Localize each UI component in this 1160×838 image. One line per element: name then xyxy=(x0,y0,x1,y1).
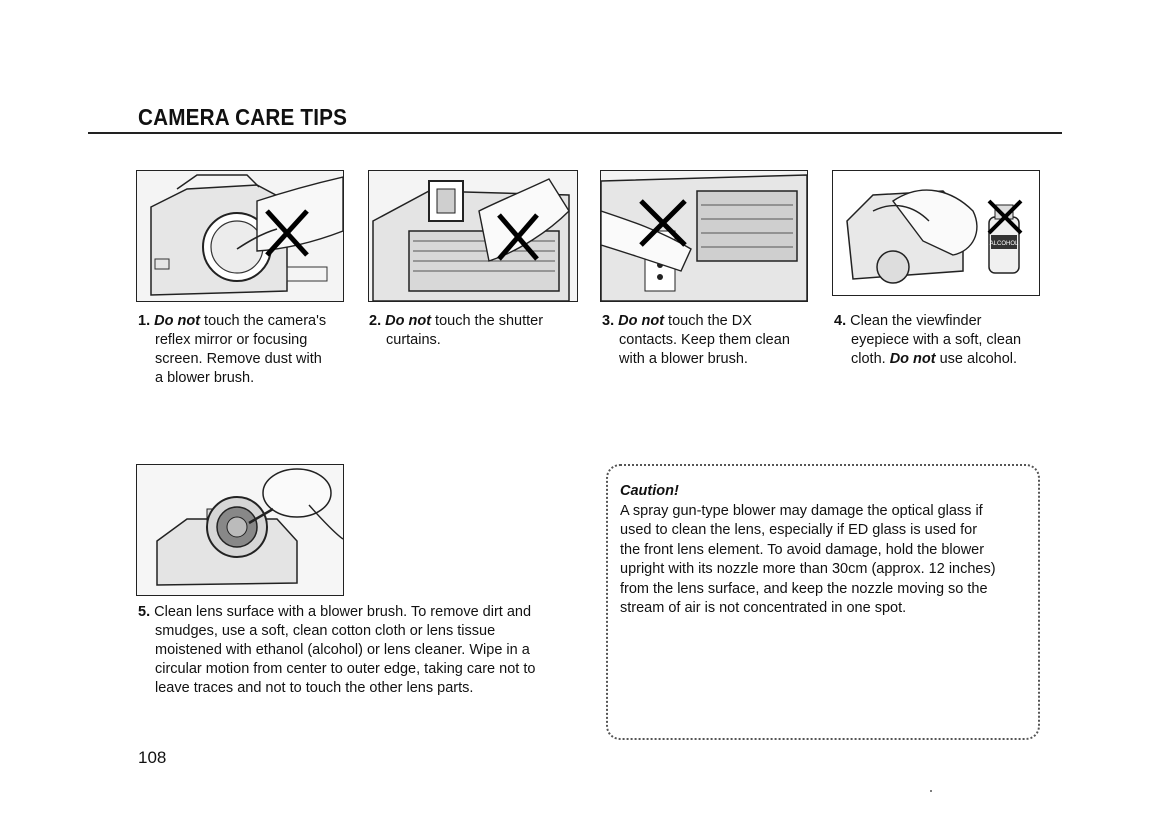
viewfinder-cleaning-illustration xyxy=(832,170,1040,296)
tip-2-line-1 xyxy=(369,312,543,331)
page-title: CAMERA CARE TIPS xyxy=(138,104,348,130)
alcohol-label: ALCOHOL xyxy=(989,241,1019,247)
dx-contacts-illustration xyxy=(600,170,808,302)
tip-2-line-1-rest: touch the shutter xyxy=(431,313,544,329)
tip-5-caption xyxy=(138,603,535,698)
tip-3-emphasis: Do not xyxy=(618,313,665,329)
title-rule xyxy=(88,132,1062,134)
tip-4-line-1-text: Clean the viewfinder xyxy=(850,313,982,329)
caution-line-1: A spray gun-type blower may damage the optical glass if xyxy=(620,502,983,519)
tip-4-caption xyxy=(834,312,1021,369)
caution-line-6: stream of air is not concentrated in one spot. xyxy=(620,600,907,616)
tip-1-line-4: a blower brush. xyxy=(155,370,255,386)
page-number: 108 xyxy=(138,748,167,767)
tip-1-caption xyxy=(138,312,326,388)
tip-1-line-1-rest: touch the camera's xyxy=(200,313,327,329)
tip-4-line-1 xyxy=(834,312,1021,331)
tip-4-number: 4. xyxy=(834,313,847,329)
tip-5-line-3: moistened with ethanol (alcohol) or lens cleaner. Wipe in a xyxy=(155,642,530,658)
scan-speck xyxy=(930,790,932,792)
tip-4-line-3 xyxy=(834,350,1021,369)
tip-3-caption xyxy=(602,312,790,369)
tip-2-caption xyxy=(369,312,543,350)
tip-1-line-1 xyxy=(138,312,326,331)
tip-5-line-5: leave traces and not to touch the other lens parts. xyxy=(155,680,474,696)
tip-5-line-1 xyxy=(138,603,535,622)
caution-line-2: used to clean the lens, especially if ED glass is used for xyxy=(620,522,978,538)
camera-mirror-illustration xyxy=(136,170,344,302)
tip-2-number: 2. xyxy=(369,313,382,329)
caution-line-5: from the lens surface, and keep the nozzle moving so the xyxy=(620,580,988,597)
tip-3-line-2: contacts. Keep them clean xyxy=(619,332,790,348)
tip-3-number: 3. xyxy=(602,313,615,329)
tip-3-line-3: with a blower brush. xyxy=(619,351,748,367)
tip-5-number: 5. xyxy=(138,604,151,620)
tip-2-emphasis: Do not xyxy=(385,313,432,329)
caution-text xyxy=(620,482,996,619)
tip-5-line-4: circular motion from center to outer edge, taking care not to xyxy=(155,661,536,677)
caution-line-4: upright with its nozzle more than 30cm (approx. 12 inches) xyxy=(620,561,996,577)
tip-4-emphasis: Do not xyxy=(889,351,936,367)
caution-title: Caution! xyxy=(620,483,679,499)
tip-1-number: 1. xyxy=(138,313,151,329)
tip-5-line-2: smudges, use a soft, clean cotton cloth or lens tissue xyxy=(155,623,496,639)
tip-2-line-2: curtains. xyxy=(386,332,441,348)
caution-line-3: the front lens element. To avoid damage, hold the blower xyxy=(620,541,985,558)
tip-3-line-1-rest: touch the DX xyxy=(664,313,752,329)
lens-blower-illustration xyxy=(136,464,344,596)
tip-1-emphasis: Do not xyxy=(154,313,201,329)
tip-4-line-3-pre: cloth. xyxy=(851,351,890,367)
shutter-curtain-illustration xyxy=(368,170,578,302)
tip-3-line-1 xyxy=(602,312,790,331)
tip-1-line-2: reflex mirror or focusing xyxy=(155,332,308,348)
tip-1-line-3: screen. Remove dust with xyxy=(155,351,322,367)
tip-5-line-1-text: Clean lens surface with a blower brush. To remove dirt and xyxy=(154,604,532,620)
tip-4-line-3-rest: use alcohol. xyxy=(935,351,1018,367)
tip-4-line-2: eyepiece with a soft, clean xyxy=(851,332,1022,348)
